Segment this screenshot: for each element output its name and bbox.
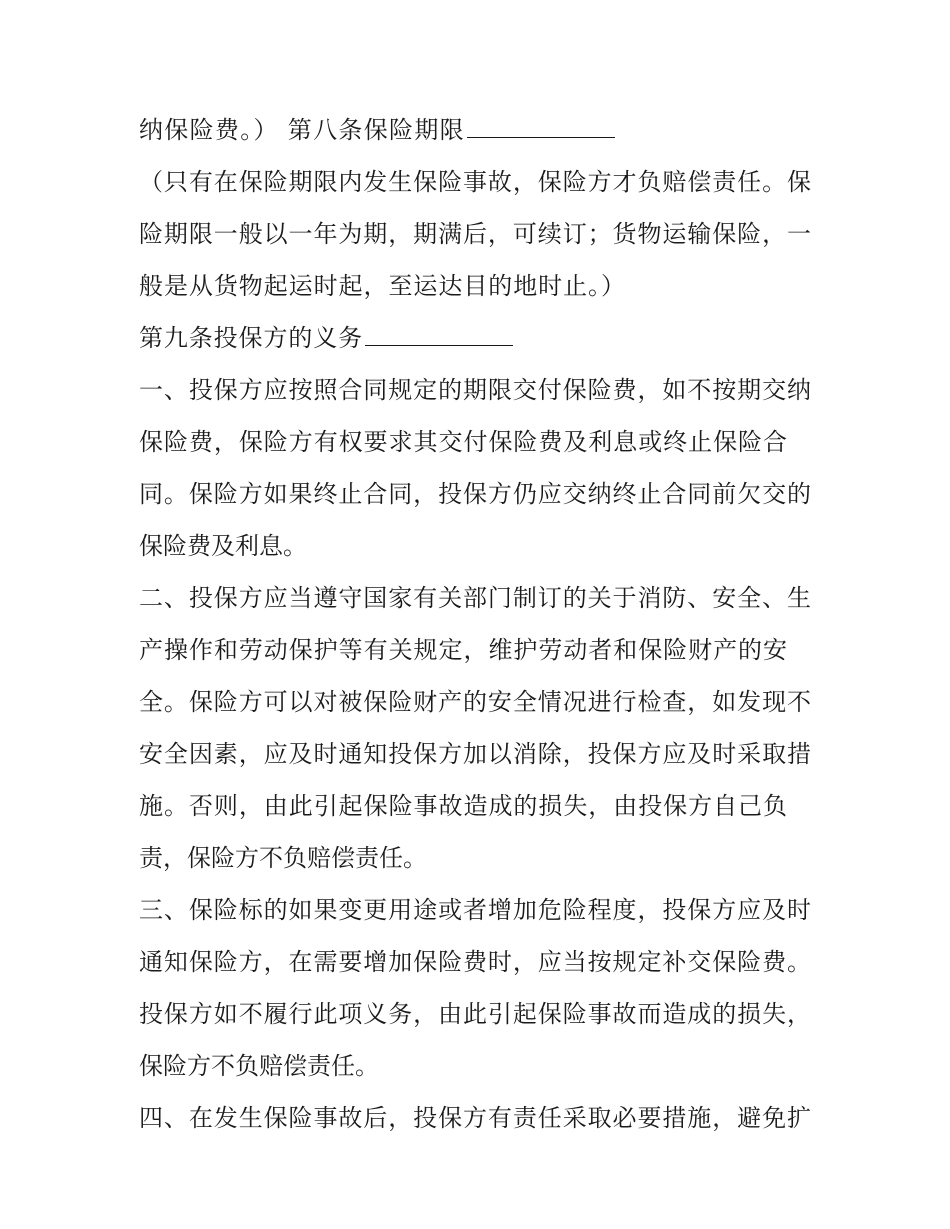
- text-line: 保险费及利息。: [139, 532, 307, 560]
- text-line: [139, 322, 513, 354]
- line-text: 第九条投保方的义务: [139, 324, 363, 352]
- text-line: 责，保险方不负赔偿责任。: [139, 844, 427, 872]
- fill-in-blank: [467, 115, 615, 138]
- text-line: 险期限一般以一年为期，期满后，可续订；货物运输保险，一: [139, 220, 812, 248]
- text-line: 二、投保方应当遵守国家有关部门制订的关于消防、安全、生: [139, 584, 812, 612]
- text-line: 保险费，保险方有权要求其交付保险费及利息或终止保险合: [139, 428, 788, 456]
- text-line: 安全因素，应及时通知投保方加以消除，投保方应及时采取措: [139, 740, 812, 768]
- text-line: 四、在发生保险事故后，投保方有责任采取必要措施，避免扩: [139, 1104, 812, 1132]
- text-line: 三、保险标的如果变更用途或者增加危险程度，投保方应及时: [139, 896, 812, 924]
- text-line: 全。保险方可以对被保险财产的安全情况进行检查，如发现不: [139, 688, 812, 716]
- text-line: 保险方不负赔偿责任。: [139, 1052, 379, 1080]
- text-line: 般是从货物起运时起，至运达目的地时止。）: [139, 272, 626, 300]
- text-line: 产操作和劳动保护等有关规定，维护劳动者和保险财产的安: [139, 636, 788, 664]
- line-text: 纳保险费。） 第八条保险期限: [139, 116, 465, 144]
- text-line: 一、投保方应按照合同规定的期限交付保险费，如不按期交纳: [139, 376, 812, 404]
- text-line: 投保方如不履行此项义务，由此引起保险事故而造成的损失，: [139, 1000, 812, 1028]
- text-line: 同。保险方如果终止合同，投保方仍应交纳终止合同前欠交的: [139, 480, 812, 508]
- text-line: （只有在保险期限内发生保险事故，保险方才负赔偿责任。保: [139, 168, 812, 196]
- fill-in-blank: [365, 323, 513, 346]
- text-line: [139, 114, 615, 146]
- text-line: 施。否则，由此引起保险事故造成的损失，由投保方自己负: [139, 792, 788, 820]
- text-line: 通知保险方，在需要增加保险费时，应当按规定补交保险费。: [139, 948, 812, 976]
